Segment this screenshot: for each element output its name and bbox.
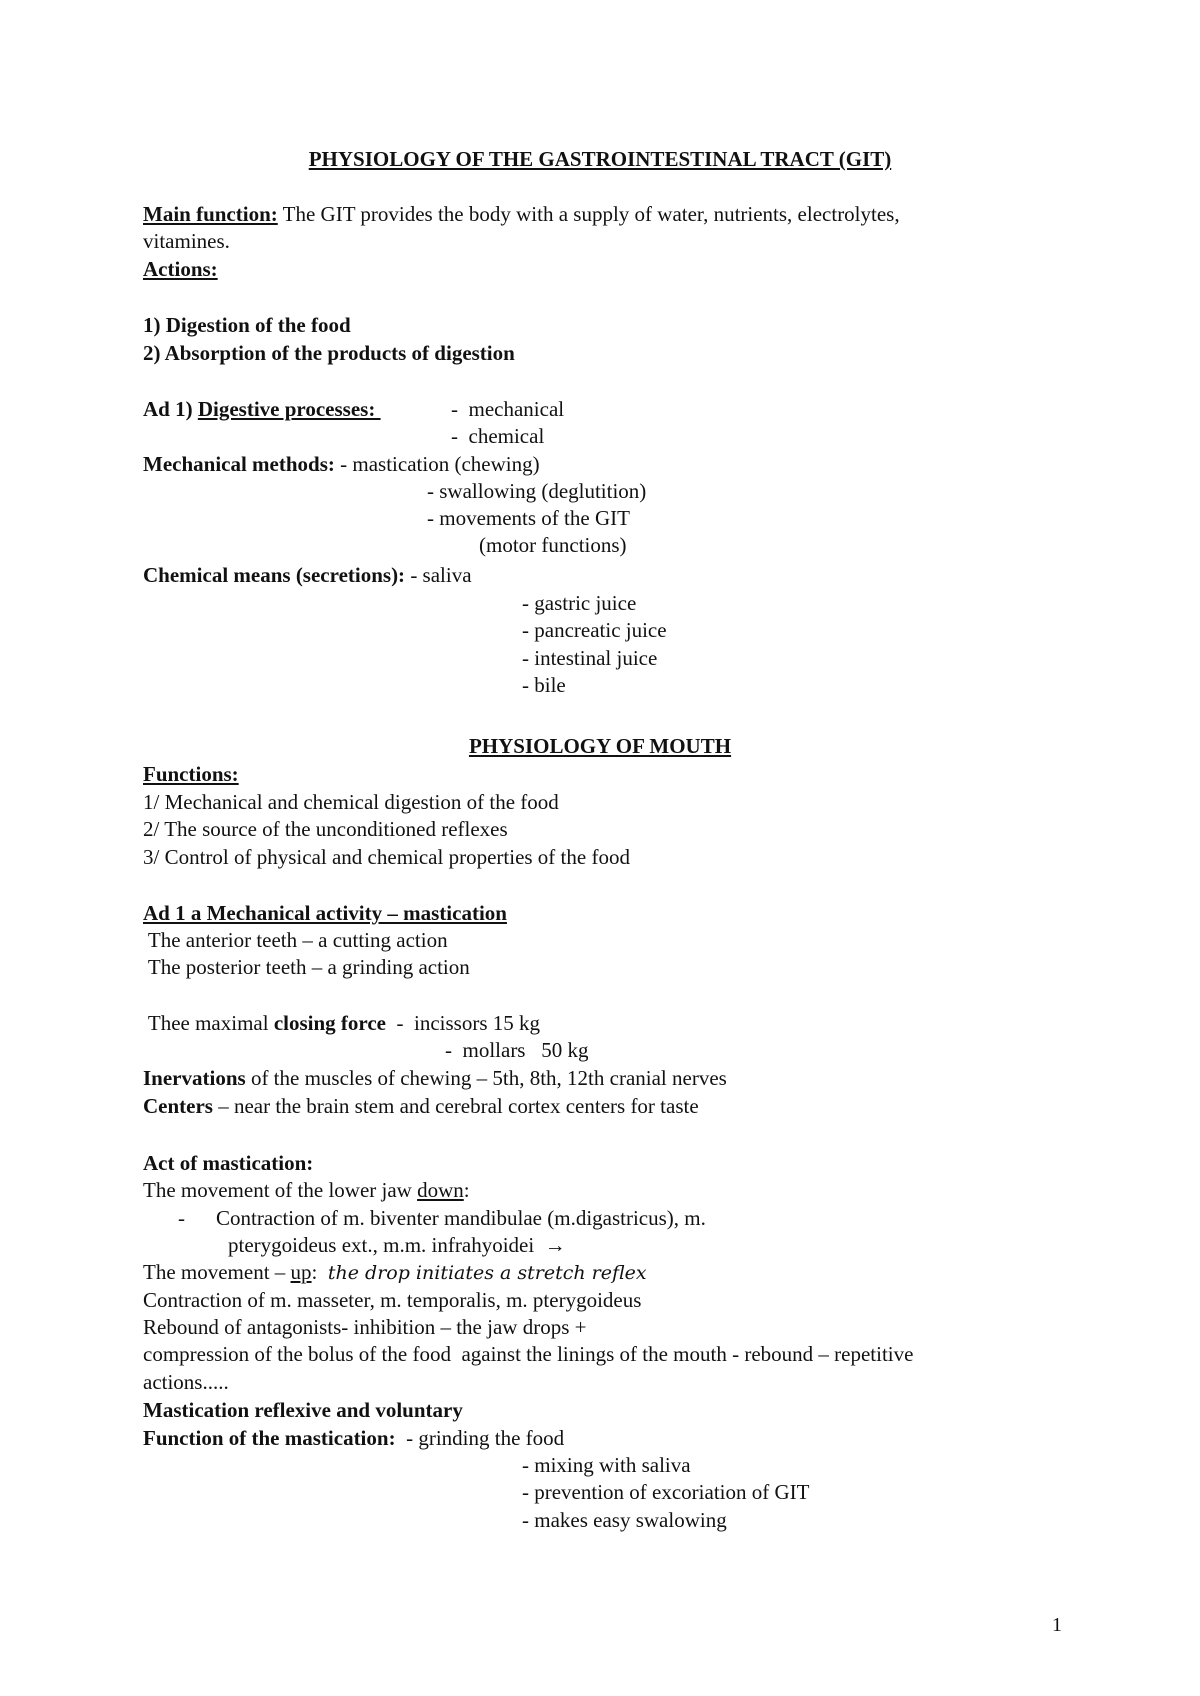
main-function-cont: vitamines. bbox=[143, 229, 230, 253]
act-text-up: up bbox=[290, 1260, 312, 1284]
mechanical-methods-line bbox=[143, 451, 540, 477]
mastication-heading: Ad 1 a Mechanical activity – mastication bbox=[143, 901, 507, 925]
act-text-down: down bbox=[417, 1178, 464, 1202]
posterior-teeth-line: The posterior teeth – a grinding action bbox=[143, 955, 470, 979]
action-item: 2) Absorption of the products of digestion bbox=[143, 341, 515, 365]
closing-force-item: - incissors 15 kg bbox=[386, 1011, 540, 1035]
function-item: 3/ Control of physical and chemical properties of the food bbox=[143, 845, 630, 869]
main-function-label: Main function: bbox=[143, 202, 278, 226]
centers-line bbox=[143, 1093, 699, 1119]
digestive-label: Digestive processes: bbox=[197, 397, 381, 421]
act-line: Contraction of m. biventer mandibulae (m.digastricus), m. bbox=[216, 1206, 706, 1230]
anterior-teeth-line: The anterior teeth – a cutting action bbox=[143, 928, 448, 952]
chemical-item: - saliva bbox=[405, 563, 472, 587]
act-heading: Act of mastication: bbox=[143, 1151, 314, 1175]
mechanical-item: (motor functions) bbox=[479, 533, 627, 557]
act-text: : bbox=[463, 1178, 470, 1202]
act-text: : bbox=[311, 1260, 328, 1284]
function-mastication-item: - mixing with saliva bbox=[522, 1453, 691, 1477]
inervations-label: Inervations bbox=[143, 1066, 246, 1090]
actions-label: Actions: bbox=[143, 257, 218, 281]
act-line: actions..... bbox=[143, 1370, 229, 1394]
chemical-item: - bile bbox=[522, 673, 566, 697]
closing-force-prefix: Thee maximal bbox=[143, 1011, 274, 1035]
function-mastication-item: - prevention of excoriation of GIT bbox=[522, 1480, 810, 1504]
chemical-item: - gastric juice bbox=[522, 591, 637, 615]
main-function-text: The GIT provides the body with a supply of water, nutrients, electrolytes, bbox=[277, 202, 900, 226]
act-line: pterygoideus ext., m.m. infrahyoidei → bbox=[228, 1233, 566, 1257]
reflexive-line: Mastication reflexive and voluntary bbox=[143, 1398, 463, 1422]
act-line: compression of the bolus of the food against the linings of the mouth - rebound – repetitive bbox=[143, 1342, 914, 1366]
centers-text: – near the brain stem and cerebral cortex centers for taste bbox=[212, 1094, 699, 1118]
act-text-italic: the drop initiates a stretch reflex bbox=[327, 1262, 647, 1284]
action-item: 1) Digestion of the food bbox=[143, 313, 351, 337]
digestive-item: - chemical bbox=[451, 424, 545, 448]
act-line bbox=[143, 1177, 470, 1203]
function-mastication-item: - makes easy swalowing bbox=[522, 1508, 727, 1532]
closing-force-item: - mollars 50 kg bbox=[445, 1038, 589, 1062]
function-item: 2/ The source of the unconditioned reflexes bbox=[143, 817, 508, 841]
page-number: 1 bbox=[1052, 1614, 1062, 1636]
function-mastication-label: Function of the mastication: bbox=[143, 1426, 396, 1450]
chemical-label: Chemical means (secretions): bbox=[143, 563, 406, 587]
function-mastication-line bbox=[143, 1425, 564, 1451]
document-title: PHYSIOLOGY OF THE GASTROINTESTINAL TRACT (GIT) bbox=[308, 147, 892, 171]
mechanical-item: - movements of the GIT bbox=[427, 506, 630, 530]
function-item: 1/ Mechanical and chemical digestion of the food bbox=[143, 790, 559, 814]
inervations-text: of the muscles of chewing – 5th, 8th, 12th cranial nerves bbox=[245, 1066, 727, 1090]
inervations-line bbox=[143, 1065, 727, 1091]
main-function-line bbox=[143, 201, 900, 227]
act-line bbox=[143, 1259, 647, 1286]
chemical-item: - intestinal juice bbox=[522, 646, 658, 670]
closing-force-line bbox=[143, 1010, 540, 1036]
act-line: Contraction of m. masseter, m. temporalis, m. pterygoideus bbox=[143, 1288, 642, 1312]
chemical-means-line bbox=[143, 562, 472, 588]
bullet-dash: - bbox=[178, 1206, 185, 1230]
mouth-title: PHYSIOLOGY OF MOUTH bbox=[468, 734, 732, 758]
chemical-item: - pancreatic juice bbox=[522, 618, 667, 642]
closing-force-label: closing force bbox=[273, 1011, 386, 1035]
functions-label: Functions: bbox=[143, 762, 239, 786]
centers-label: Centers bbox=[143, 1094, 213, 1118]
digestive-processes-line bbox=[143, 396, 381, 422]
act-text: The movement – bbox=[143, 1260, 291, 1284]
mechanical-label: Mechanical methods: bbox=[143, 452, 335, 476]
act-text: The movement of the lower jaw bbox=[143, 1178, 418, 1202]
mechanical-item: - mastication (chewing) bbox=[334, 452, 540, 476]
act-line: Rebound of antagonists- inhibition – the jaw drops + bbox=[143, 1315, 587, 1339]
digestive-item: - mechanical bbox=[451, 397, 565, 421]
function-mastication-item: - grinding the food bbox=[395, 1426, 565, 1450]
mechanical-item: - swallowing (deglutition) bbox=[427, 479, 647, 503]
digestive-prefix: Ad 1) bbox=[143, 397, 198, 421]
